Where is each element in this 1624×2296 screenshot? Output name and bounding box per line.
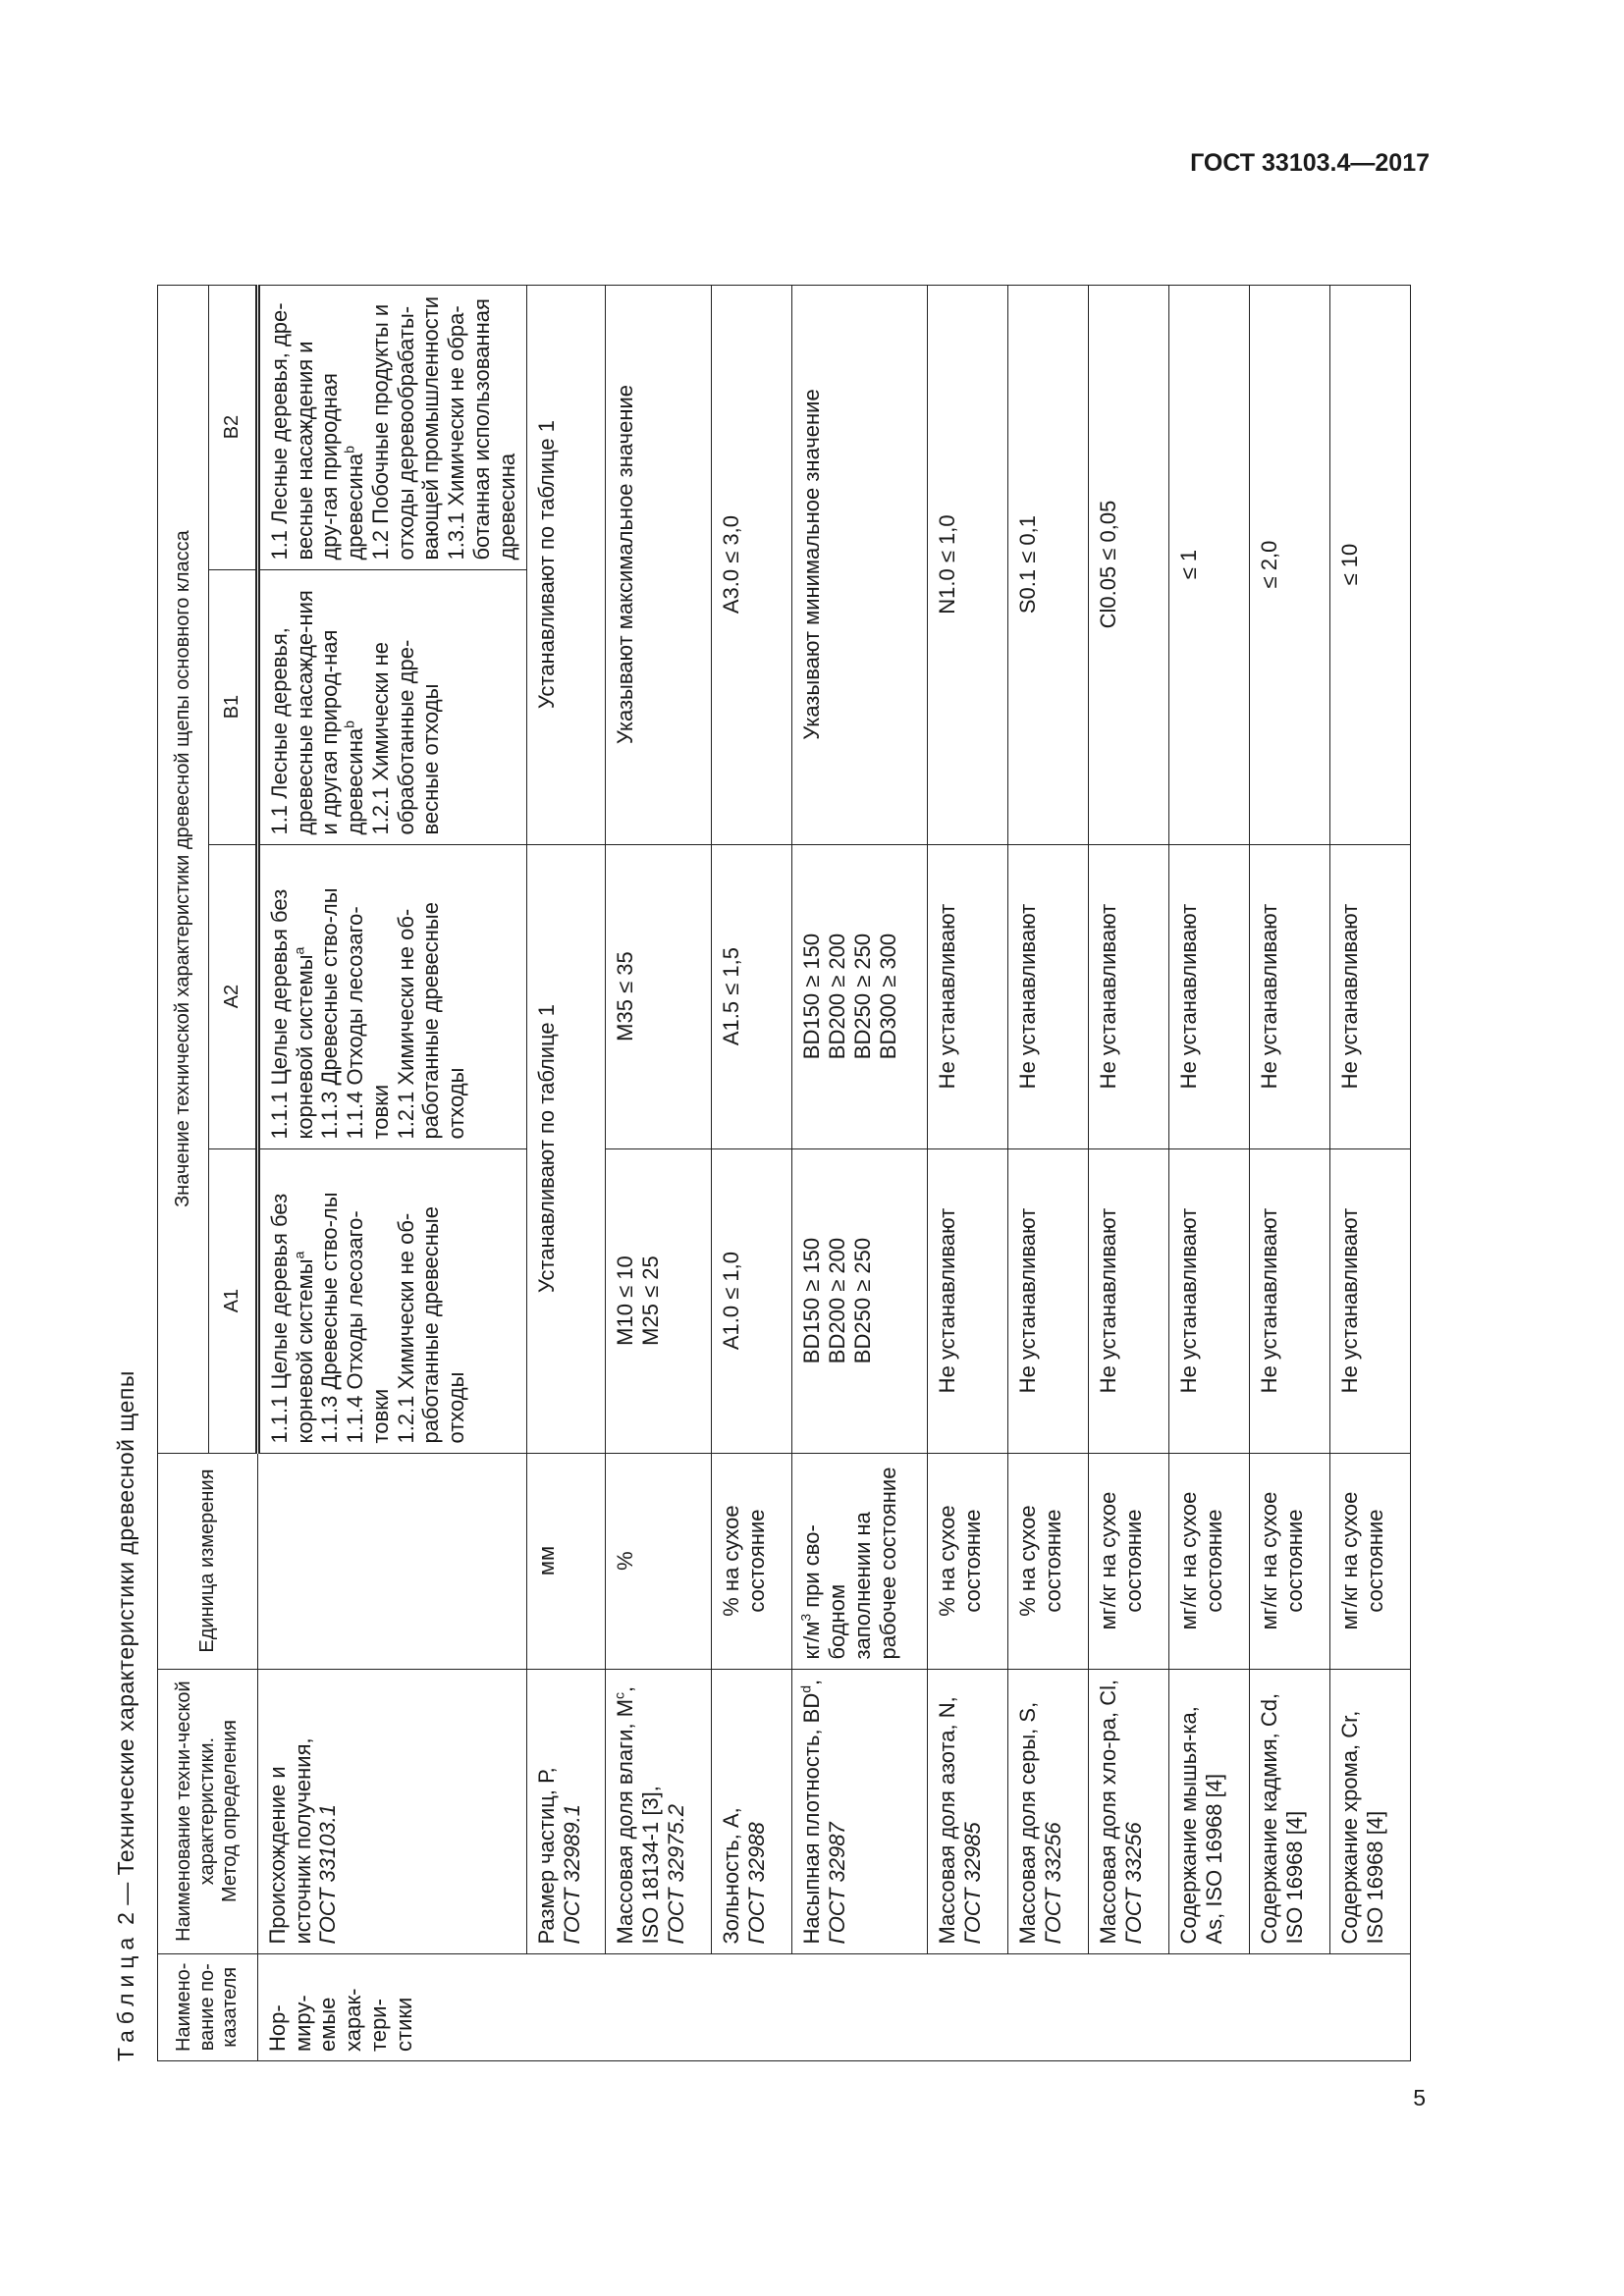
row-b-value: N1.0 ≤ 1,0 bbox=[928, 285, 1008, 844]
row-a2: Не устанавливают bbox=[1330, 844, 1411, 1148]
header-unit: Единица измерения bbox=[158, 1453, 258, 1669]
table-label: Таблица bbox=[113, 1931, 138, 2061]
row-a2: Не устанавливают bbox=[1250, 844, 1330, 1148]
particle-b-value: Устанавливают по таблице 1 bbox=[527, 285, 606, 844]
density-a1: BD150 ≥ 150 BD200 ≥ 200 BD250 ≥ 250 bbox=[792, 1148, 928, 1453]
header-a1: А1 bbox=[209, 1148, 258, 1453]
row-unit: мг/кг на сухое состояние bbox=[1089, 1453, 1169, 1669]
row-a2: Не устанавливают bbox=[1169, 844, 1250, 1148]
table-header-row bbox=[158, 285, 209, 2060]
header-a2: А2 bbox=[209, 844, 258, 1148]
row-a1: Не устанавливают bbox=[1008, 1148, 1089, 1453]
moisture-unit: % bbox=[606, 1453, 712, 1669]
ash-a1: A1.0 ≤ 1,0 bbox=[712, 1148, 792, 1453]
row-unit: % на сухое состояние bbox=[1008, 1453, 1089, 1669]
row-unit: мг/кг на сухое состояние bbox=[1250, 1453, 1330, 1669]
table-title: 2 — Технические характеристики древесной щепы bbox=[113, 1370, 138, 1925]
table-row bbox=[1250, 285, 1330, 2060]
row-name-cell: Содержание хрома, Cr, ISO 16968 [4] bbox=[1330, 1669, 1411, 1953]
density-unit: $кг/м^3$ при сво-бодном заполнении на рабочее состояние bbox=[792, 1453, 928, 1669]
page-number: 5 bbox=[1413, 2085, 1426, 2110]
row-a2: Не устанавливают bbox=[1089, 844, 1169, 1148]
table-row bbox=[1008, 285, 1089, 2060]
row-a2: Не устанавливают bbox=[928, 844, 1008, 1148]
row-b-value: ≤ 10 bbox=[1330, 285, 1411, 844]
row-b-value: ≤ 2,0 bbox=[1250, 285, 1330, 844]
row-b-value: Cl0.05 ≤ 0,05 bbox=[1089, 285, 1169, 844]
row-name-cell: Массовая доля серы, S, ГОСТ 33256 bbox=[1008, 1669, 1089, 1953]
ash-name-cell: Зольность, А, ГОСТ 32988 bbox=[712, 1669, 792, 1953]
table-row bbox=[928, 285, 1008, 2060]
density-b-value: Указывают минимальное значение bbox=[792, 285, 928, 844]
row-name-cell: Массовая доля азота, N, ГОСТ 32985 bbox=[928, 1669, 1008, 1953]
table-row bbox=[1089, 285, 1169, 2060]
origin-b1: 1.1 Лесные деревья, древесные насажде-ния и другая природ-ная древесина$^b$ 1.2.1 Химически не обработанные дре-весные отходы bbox=[258, 569, 527, 844]
table-row bbox=[1169, 285, 1250, 2060]
row-a1: Не устанавливают bbox=[1089, 1148, 1169, 1453]
row-a1: Не устанавливают bbox=[1330, 1148, 1411, 1453]
group-label: Нор-миру-емые харак-тери-стики bbox=[258, 1953, 1411, 2060]
characteristics-table bbox=[157, 285, 1411, 2061]
particle-unit: мм bbox=[527, 1453, 606, 1669]
origin-name-cell bbox=[258, 1669, 527, 1953]
moisture-a2: M35 ≤ 35 bbox=[606, 844, 712, 1148]
row-a1: Не устанавливают bbox=[1169, 1148, 1250, 1453]
row-name-cell: Содержание мышья-ка, As, ISO 16968 [4] bbox=[1169, 1669, 1250, 1953]
header-characteristic-name: Наименование техни-ческой характеристики. bbox=[173, 1681, 218, 1942]
row-b-value: ≤ 1 bbox=[1169, 285, 1250, 844]
row-name-cell: Массовая доля хло-ра, Cl, ГОСТ 33256 bbox=[1089, 1669, 1169, 1953]
particle-name-cell: Размер частиц, Р, ГОСТ 32989.1 bbox=[527, 1669, 606, 1953]
header-indicator: Наимено-вание по-казателя bbox=[158, 1953, 258, 2060]
row-a1: Не устанавливают bbox=[928, 1148, 1008, 1453]
moisture-name-cell: Массовая доля влаги, $М^c$, ISO 18134-1 [3], ГОСТ 32975.2 bbox=[606, 1669, 712, 1953]
origin-b2: 1.1 Лесные деревья, дре-весные насаждения и дру-гая природная древесина$^b$ 1.2 Побочные продукты и отходы деревообрабаты-вающей промышленности 1.3.1 Химически не обра-ботанная использованная древесина bbox=[258, 285, 527, 569]
table-row-density bbox=[792, 285, 928, 2060]
row-a1: Не устанавливают bbox=[1250, 1148, 1330, 1453]
ash-b-value: A3.0 ≤ 3,0 bbox=[712, 285, 792, 844]
header-characteristic-method: Метод определения bbox=[219, 1720, 242, 1903]
ash-a2: A1.5 ≤ 1,5 bbox=[712, 844, 792, 1148]
table-row-ash bbox=[712, 285, 792, 2060]
origin-a2: 1.1.1 Целые деревья без корневой системы$^a$ 1.1.3 Древесные ство-лы 1.1.4 Отходы лесозаго-товки 1.2.1 Химически не об-работанные древесные отходы bbox=[258, 844, 527, 1148]
table-row-particle bbox=[527, 285, 606, 2060]
row-name-cell: Содержание кадмия, Cd, ISO 16968 [4] bbox=[1250, 1669, 1330, 1953]
density-name-cell: Насыпная плотность, $BD^d$, ГОСТ 32987 bbox=[792, 1669, 928, 1953]
origin-a1: 1.1.1 Целые деревья без корневой системы$^a$ 1.1.3 Древесные ство-лы 1.1.4 Отходы лесозаго-товки 1.2.1 Химически не об-работанные древесные отходы bbox=[258, 1148, 527, 1453]
row-b-value: S0.1 ≤ 0,1 bbox=[1008, 285, 1089, 844]
density-a2: BD150 ≥ 150 BD200 ≥ 200 BD250 ≥ 250 BD300 ≥ 300 bbox=[792, 844, 928, 1148]
particle-a-value: Устанавливают по таблице 1 bbox=[527, 844, 606, 1453]
moisture-a1: M10 ≤ 10 M25 ≤ 25 bbox=[606, 1148, 712, 1453]
row-unit: % на сухое состояние bbox=[928, 1453, 1008, 1669]
row-unit: мг/кг на сухое состояние bbox=[1330, 1453, 1411, 1669]
header-value-span: Значение технической характеристики древесной щепы основного класса bbox=[158, 285, 209, 1453]
origin-name: Происхождение и источник получения, bbox=[265, 1737, 315, 1945]
document-code: ГОСТ 33103.4—2017 bbox=[1190, 149, 1430, 177]
ash-unit: % на сухое состояние bbox=[712, 1453, 792, 1669]
header-b1: В1 bbox=[209, 569, 258, 844]
origin-unit-cell bbox=[258, 1453, 527, 1669]
table-caption bbox=[113, 1370, 139, 2061]
row-a2: Не устанавливают bbox=[1008, 844, 1089, 1148]
row-unit: мг/кг на сухое состояние bbox=[1169, 1453, 1250, 1669]
table-row bbox=[1330, 285, 1411, 2060]
table-row-moisture bbox=[606, 285, 712, 2060]
moisture-b-value: Указывают максимальное значение bbox=[606, 285, 712, 844]
table-row-origin bbox=[258, 285, 527, 2060]
origin-method: ГОСТ 33103.1 bbox=[315, 1803, 341, 1945]
header-characteristic bbox=[158, 1669, 258, 1953]
header-b2: В2 bbox=[209, 285, 258, 569]
